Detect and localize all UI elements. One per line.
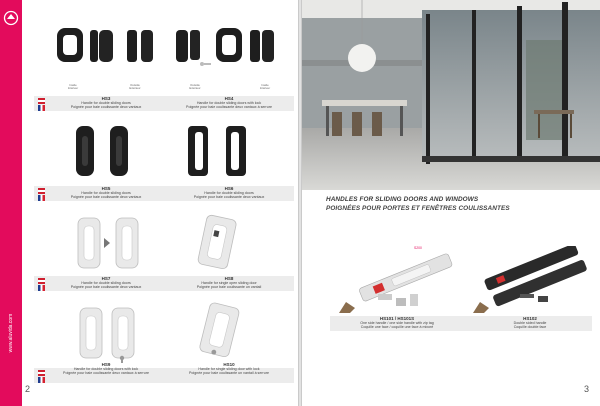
- product-image-hs102: [480, 246, 592, 312]
- side-label: Inside Intérieur: [67, 83, 79, 91]
- profile-section-icon: [472, 300, 490, 314]
- section-title: HANDLES FOR SLIDING DOORS AND WINDOWS: [326, 196, 479, 203]
- product-image-hs6: [182, 122, 262, 180]
- uk-flag-icon: [38, 370, 45, 376]
- side-label: Outside Extérieur: [189, 83, 201, 91]
- fr-flag-icon: [38, 285, 45, 291]
- interior-photo: [302, 0, 600, 190]
- right-page: [302, 0, 600, 406]
- profile-section-icon: [338, 300, 356, 314]
- page-number-left: 2: [25, 384, 31, 394]
- brand-logo-icon: [3, 10, 19, 26]
- product-image-hs101: [352, 248, 462, 314]
- fr-flag-icon: [38, 105, 45, 111]
- fr-flag-icon: [38, 195, 45, 201]
- website-url[interactable]: www.aluvida.com: [8, 313, 14, 353]
- product-caption-hs5: HS5 Handle for double sliding doors Poignée pour baie coulissante deux vantaux: [70, 186, 142, 200]
- product-image-hs3: [55, 26, 165, 68]
- product-image-hs5: [70, 122, 150, 180]
- product-image-hs9: [72, 304, 152, 364]
- product-image-hs7: [72, 214, 152, 272]
- product-caption-hs7: HS7 Handle for double sliding doors Poignée pour baie coulissante deux vantaux: [70, 276, 142, 290]
- uk-flag-icon: [38, 98, 45, 104]
- left-page: [0, 0, 298, 406]
- product-image-hs8: [182, 214, 262, 272]
- product-caption-hs4: HS4 Handle for double sliding doors with lock Poignée pour baie coulissante deux vantaux à serrure: [186, 96, 272, 110]
- section-title-fr: POIGNÉES POUR PORTES ET FENÊTRES COULISSANTES: [326, 205, 510, 212]
- product-caption-hs102: HS102 Double sided handle Coquille double face: [513, 316, 547, 330]
- uk-flag-icon: [38, 188, 45, 194]
- product-image-hs4: [172, 26, 282, 70]
- product-caption-hs6: HS6 Handle for double sliding doors Poignée pour baie coulissante deux vantaux: [193, 186, 265, 200]
- side-label: Outside Extérieur: [129, 83, 141, 91]
- side-label: Inside Intérieur: [259, 83, 271, 91]
- product-caption-hs3: HS3 Handle for double sliding doors Poignée pour baie coulissante deux vantaux: [70, 96, 142, 110]
- product-image-hs10: [184, 302, 264, 362]
- uk-flag-icon: [38, 278, 45, 284]
- product-caption-hs8: HS8 Handle for single open sliding door Poignée pour baie coulissante un vantail: [196, 276, 262, 290]
- product-caption-hs9: HS9 Handle for double sliding doors with lock Poignée pour baie coulissante deux vantaux à serrure: [63, 362, 149, 376]
- series-tag: S200: [414, 246, 422, 250]
- page-number-right: 3: [583, 384, 589, 394]
- product-caption-hs10: HS10 Handle for single sliding door with lock Poignée pour baie coulissante un vantail à serrure: [189, 362, 269, 376]
- fr-flag-icon: [38, 377, 45, 383]
- product-caption-hs101: HS101 / HS101S One side handle / one side handle with zip tag Coquille une face / coquille une face à mixoré: [360, 316, 434, 330]
